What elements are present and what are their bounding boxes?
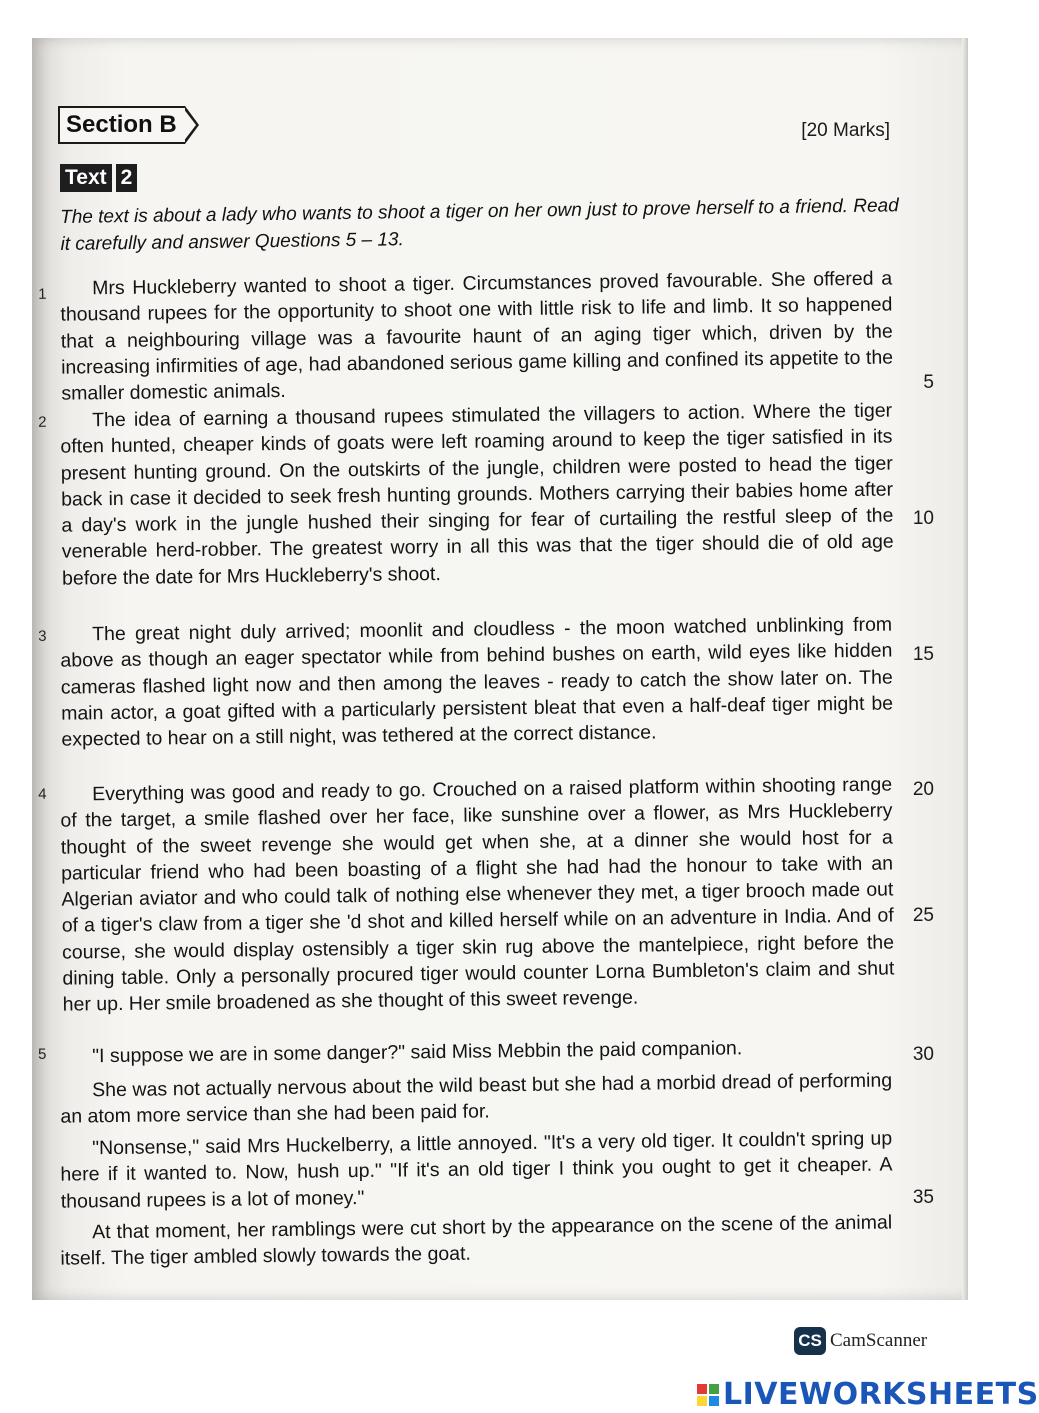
paragraph-text: At that moment, her ramblings were cut short by the appearance on the scene of the animal itself. The tiger ambled slowly towards the goat. <box>60 1211 893 1270</box>
paragraph-number: 5 <box>38 1045 47 1063</box>
liveworksheets-logo[interactable] <box>697 1377 1039 1412</box>
paragraph-text: The great night duly arrived; moonlit and cloudless - the moon watched unblinking from above as though an eager spectator while from behind bushes on earth, wild eyes like hidden cameras flashed light now and then among the leaves - ready to catch the show later on. The main actor, a goat gifted with a particularly persistent bleat that even a half-deaf tiger might be expected to hear on a still night, was tethered at the correct distance. <box>60 613 894 751</box>
line-number: 30 <box>912 1044 934 1065</box>
paragraph-number: 2 <box>38 413 47 431</box>
text-label: Text <box>60 164 112 192</box>
text-number: 2 <box>116 164 138 192</box>
page-edge <box>962 38 968 1300</box>
paragraph-text: Mrs Huckleberry wanted to shoot a tiger. Circumstances proved favourable. She offered a thousand rupees for the opportunity to shoot one with little risk to life and limb. It so happened that a neighbouring village was a favourite haunt of an aging tiger which, driven by the increasing infirmities of age, had abandoned serious game killing and confined its appetite to the smaller domestic animals. <box>60 267 894 405</box>
liveworksheets-name: LIVEWORKSHEETS <box>723 1377 1039 1412</box>
line-number: 25 <box>912 905 934 926</box>
line-number: 10 <box>912 508 934 529</box>
paragraph-number: 3 <box>38 627 47 645</box>
paragraph-text: Everything was good and ready to go. Crouched on a raised platform within shooting range of the target, a smile flashed over her face, like sunshine over a flower, as Mrs Huckleberry thought of the sweet revenge she would get when she, at a dinner she would host for a particular friend who had been boasting of a flight she had had the honour to take with an Algerian aviator and who could talk of nothing else whenever they met, a tiger brooch made out of a tiger's claw from a tiger she 'd shot and killed herself while on an adventure in India. And of course, she would display ostensibly a tiger skin rug above the mantelpiece, right before the dining table. Only a personally procured tiger would counter Lorna Bumbleton's claim and shut her up. Her smile broadened as she thought of this sweet revenge. <box>60 773 895 1017</box>
paragraph-number: 1 <box>38 285 47 303</box>
paragraph-text: The idea of earning a thousand rupees stimulated the villagers to action. Where the tiger often hunted, cheaper kinds of goats were left roaming around to keep the tiger satisfied in its present hunting ground. On the outskirts of the jungle, children were posted to head the tiger back in case it decided to seek fresh hunting grounds. Mothers carrying their babies home after a day's work in the jungle hushed their singing for fear of curtailing the restful sleep of the venerable herd-robber. The greatest worry in all this was that the tiger should die of old age before the date for Mrs Huckleberry's shoot. <box>60 399 894 590</box>
paragraph-1 <box>32 265 968 405</box>
line-number: 15 <box>912 644 934 665</box>
paragraph-text: "I suppose we are in some danger?" said Miss Mebbin the paid companion. <box>92 1037 743 1068</box>
section-arrow-shape <box>185 106 199 144</box>
paragraph-text: "Nonsense," said Mrs Huckelberry, a little annoyed. "It's a very old tiger. It couldn't spring up here if it wanted to. Now, hush up." "If it's an old tiger I think you ought to get it cheaper. A thousand rupees is a lot of money." <box>60 1127 893 1213</box>
scanned-page <box>32 38 968 1300</box>
paragraph-text: She was not actually nervous about the wild beast but she had a morbid dread of performing an atom more service than she had been paid for. <box>60 1069 893 1128</box>
camscanner-name: CamScanner <box>830 1330 928 1351</box>
text-tag <box>60 164 137 192</box>
camscanner-badge-icon: CS <box>794 1327 826 1355</box>
line-number: 35 <box>912 1187 934 1208</box>
paragraph-number: 4 <box>38 785 47 803</box>
section-tag <box>58 106 199 144</box>
camscanner-logo <box>794 1327 927 1355</box>
section-label: Section B <box>58 106 185 144</box>
line-number: 20 <box>912 779 934 800</box>
intro-instructions: The text is about a lady who wants to shoot a tiger on her own just to prove herself to a friend. Read it carefully and answer Questions 5 – 13. <box>60 195 899 255</box>
liveworksheets-grid-icon <box>697 1384 719 1406</box>
marks-label: [20 Marks] <box>801 120 890 141</box>
line-number: 5 <box>923 372 934 393</box>
